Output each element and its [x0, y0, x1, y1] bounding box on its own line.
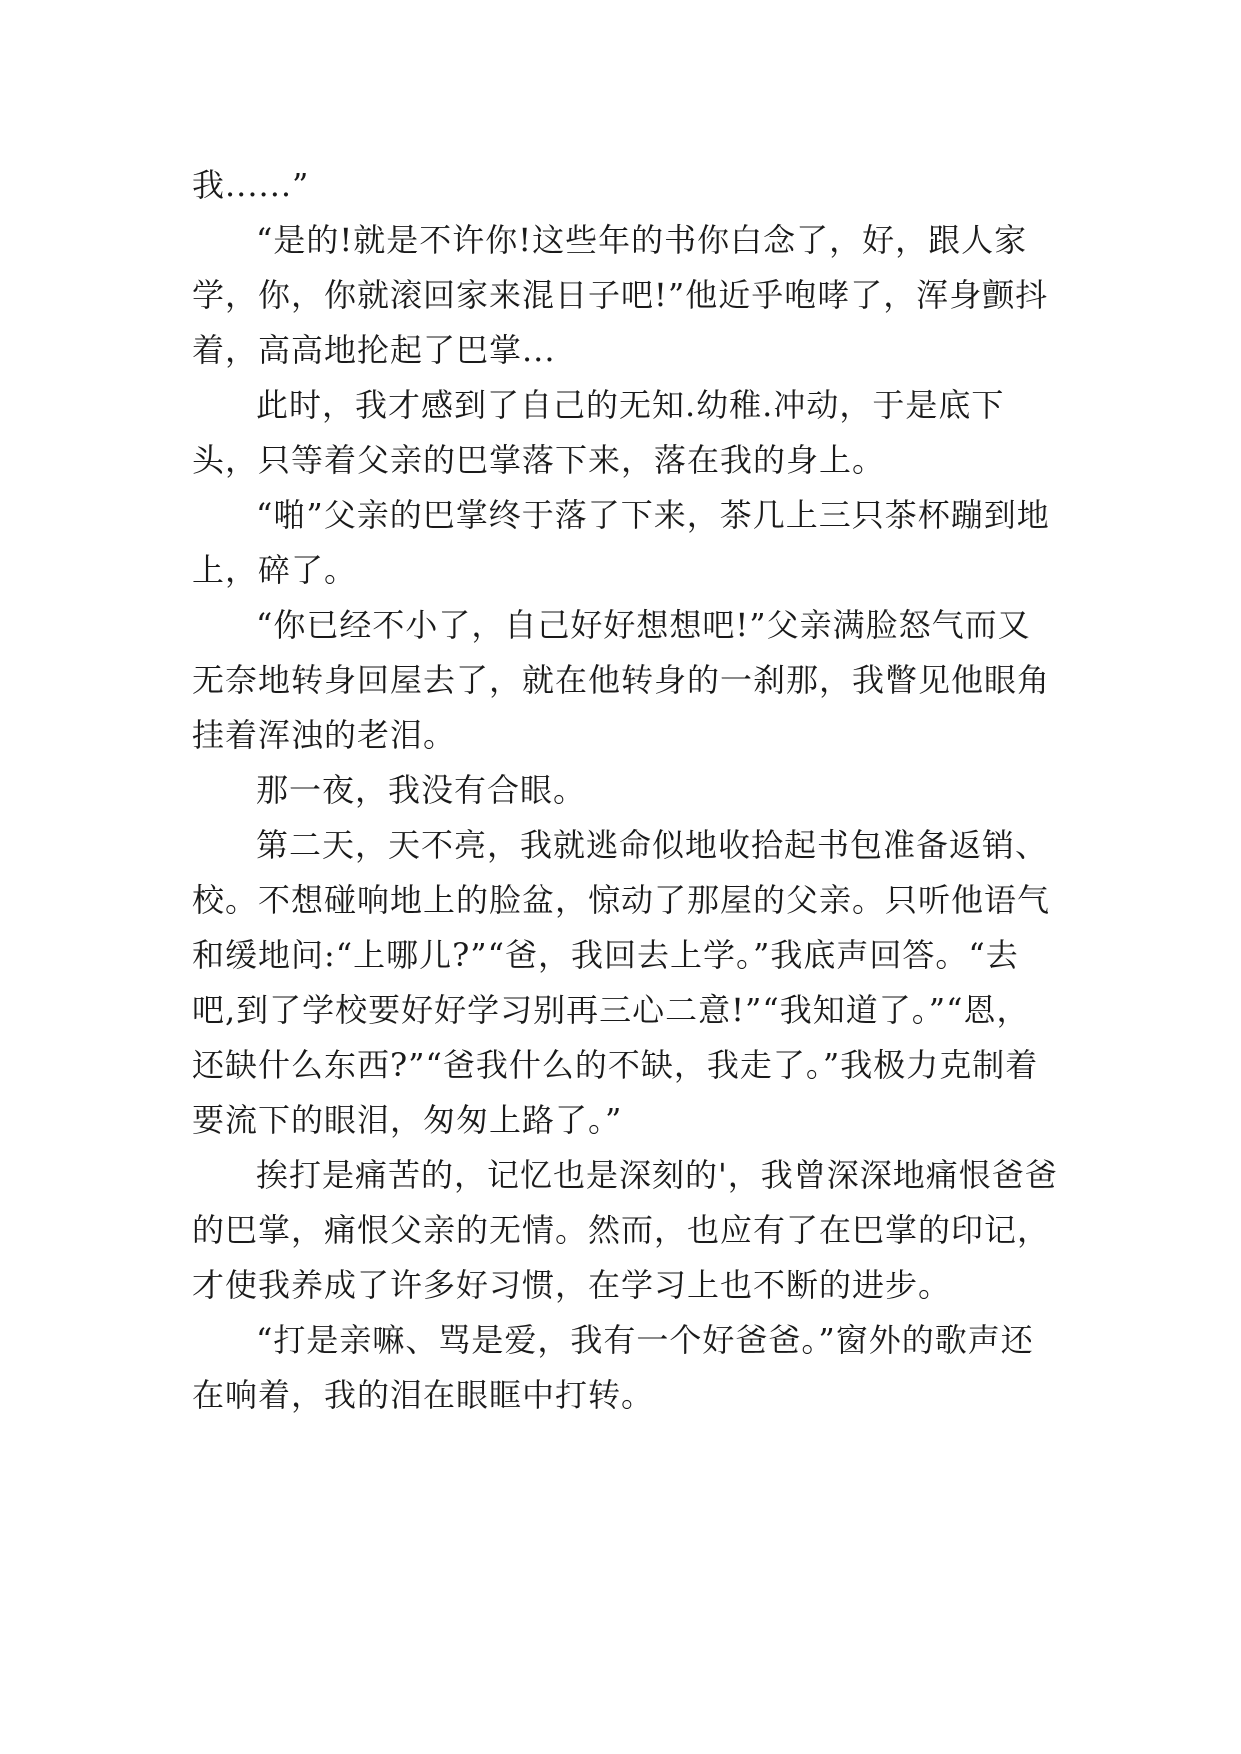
paragraph-6: 那一夜，我没有合眼。	[256, 771, 587, 809]
document-body	[192, 158, 1062, 1423]
paragraph-7: 第二天，天不亮，我就逃命似地收拾起书包准备返销、校。不想碰响地上的脸盆，惊动了那屋的父亲。只听他语气和缓地问:“上哪儿?”“爸，我回去上学。”我底声回答。“去吧,到了学校要好好学习别再三心二意!”“我知道了。”“恩，还缺什么东西?”“爸我什么的不缺，我走了。”我极力克制着要流下的眼泪，匆匆上路了。”	[192, 826, 1051, 1139]
paragraph-1: 我......”	[192, 166, 310, 204]
paragraph-5: “你已经不小了，自己好好想想吧!”父亲满脸怒气而又无奈地转身回屋去了，就在他转身的一刹那，我瞥见他眼角挂着浑浊的老泪。	[192, 606, 1051, 754]
paragraph-9: “打是亲嘛、骂是爱，我有一个好爸爸。”窗外的歌声还在响着，我的泪在眼眶中打转。	[192, 1321, 1034, 1414]
paragraph-4: “啪”父亲的巴掌终于落了下来，茶几上三只茶杯蹦到地上，碎了。	[192, 496, 1050, 589]
paragraph-3: 此时，我才感到了自己的无知.幼稚.冲动，于是底下头，只等着父亲的巴掌落下来，落在我的身上。	[192, 386, 1005, 479]
paragraph-2: “是的!就是不许你!这些年的书你白念了，好，跟人家学，你，你就滚回家来混日子吧!”他近乎咆哮了，浑身颤抖着，高高地抡起了巴掌...	[192, 221, 1049, 369]
paragraph-8: 挨打是痛苦的，记忆也是深刻的'，我曾深深地痛恨爸爸的巴掌，痛恨父亲的无情。然而，也应有了在巴掌的印记，才使我养成了许多好习惯，在学习上也不断的进步。	[192, 1156, 1058, 1304]
